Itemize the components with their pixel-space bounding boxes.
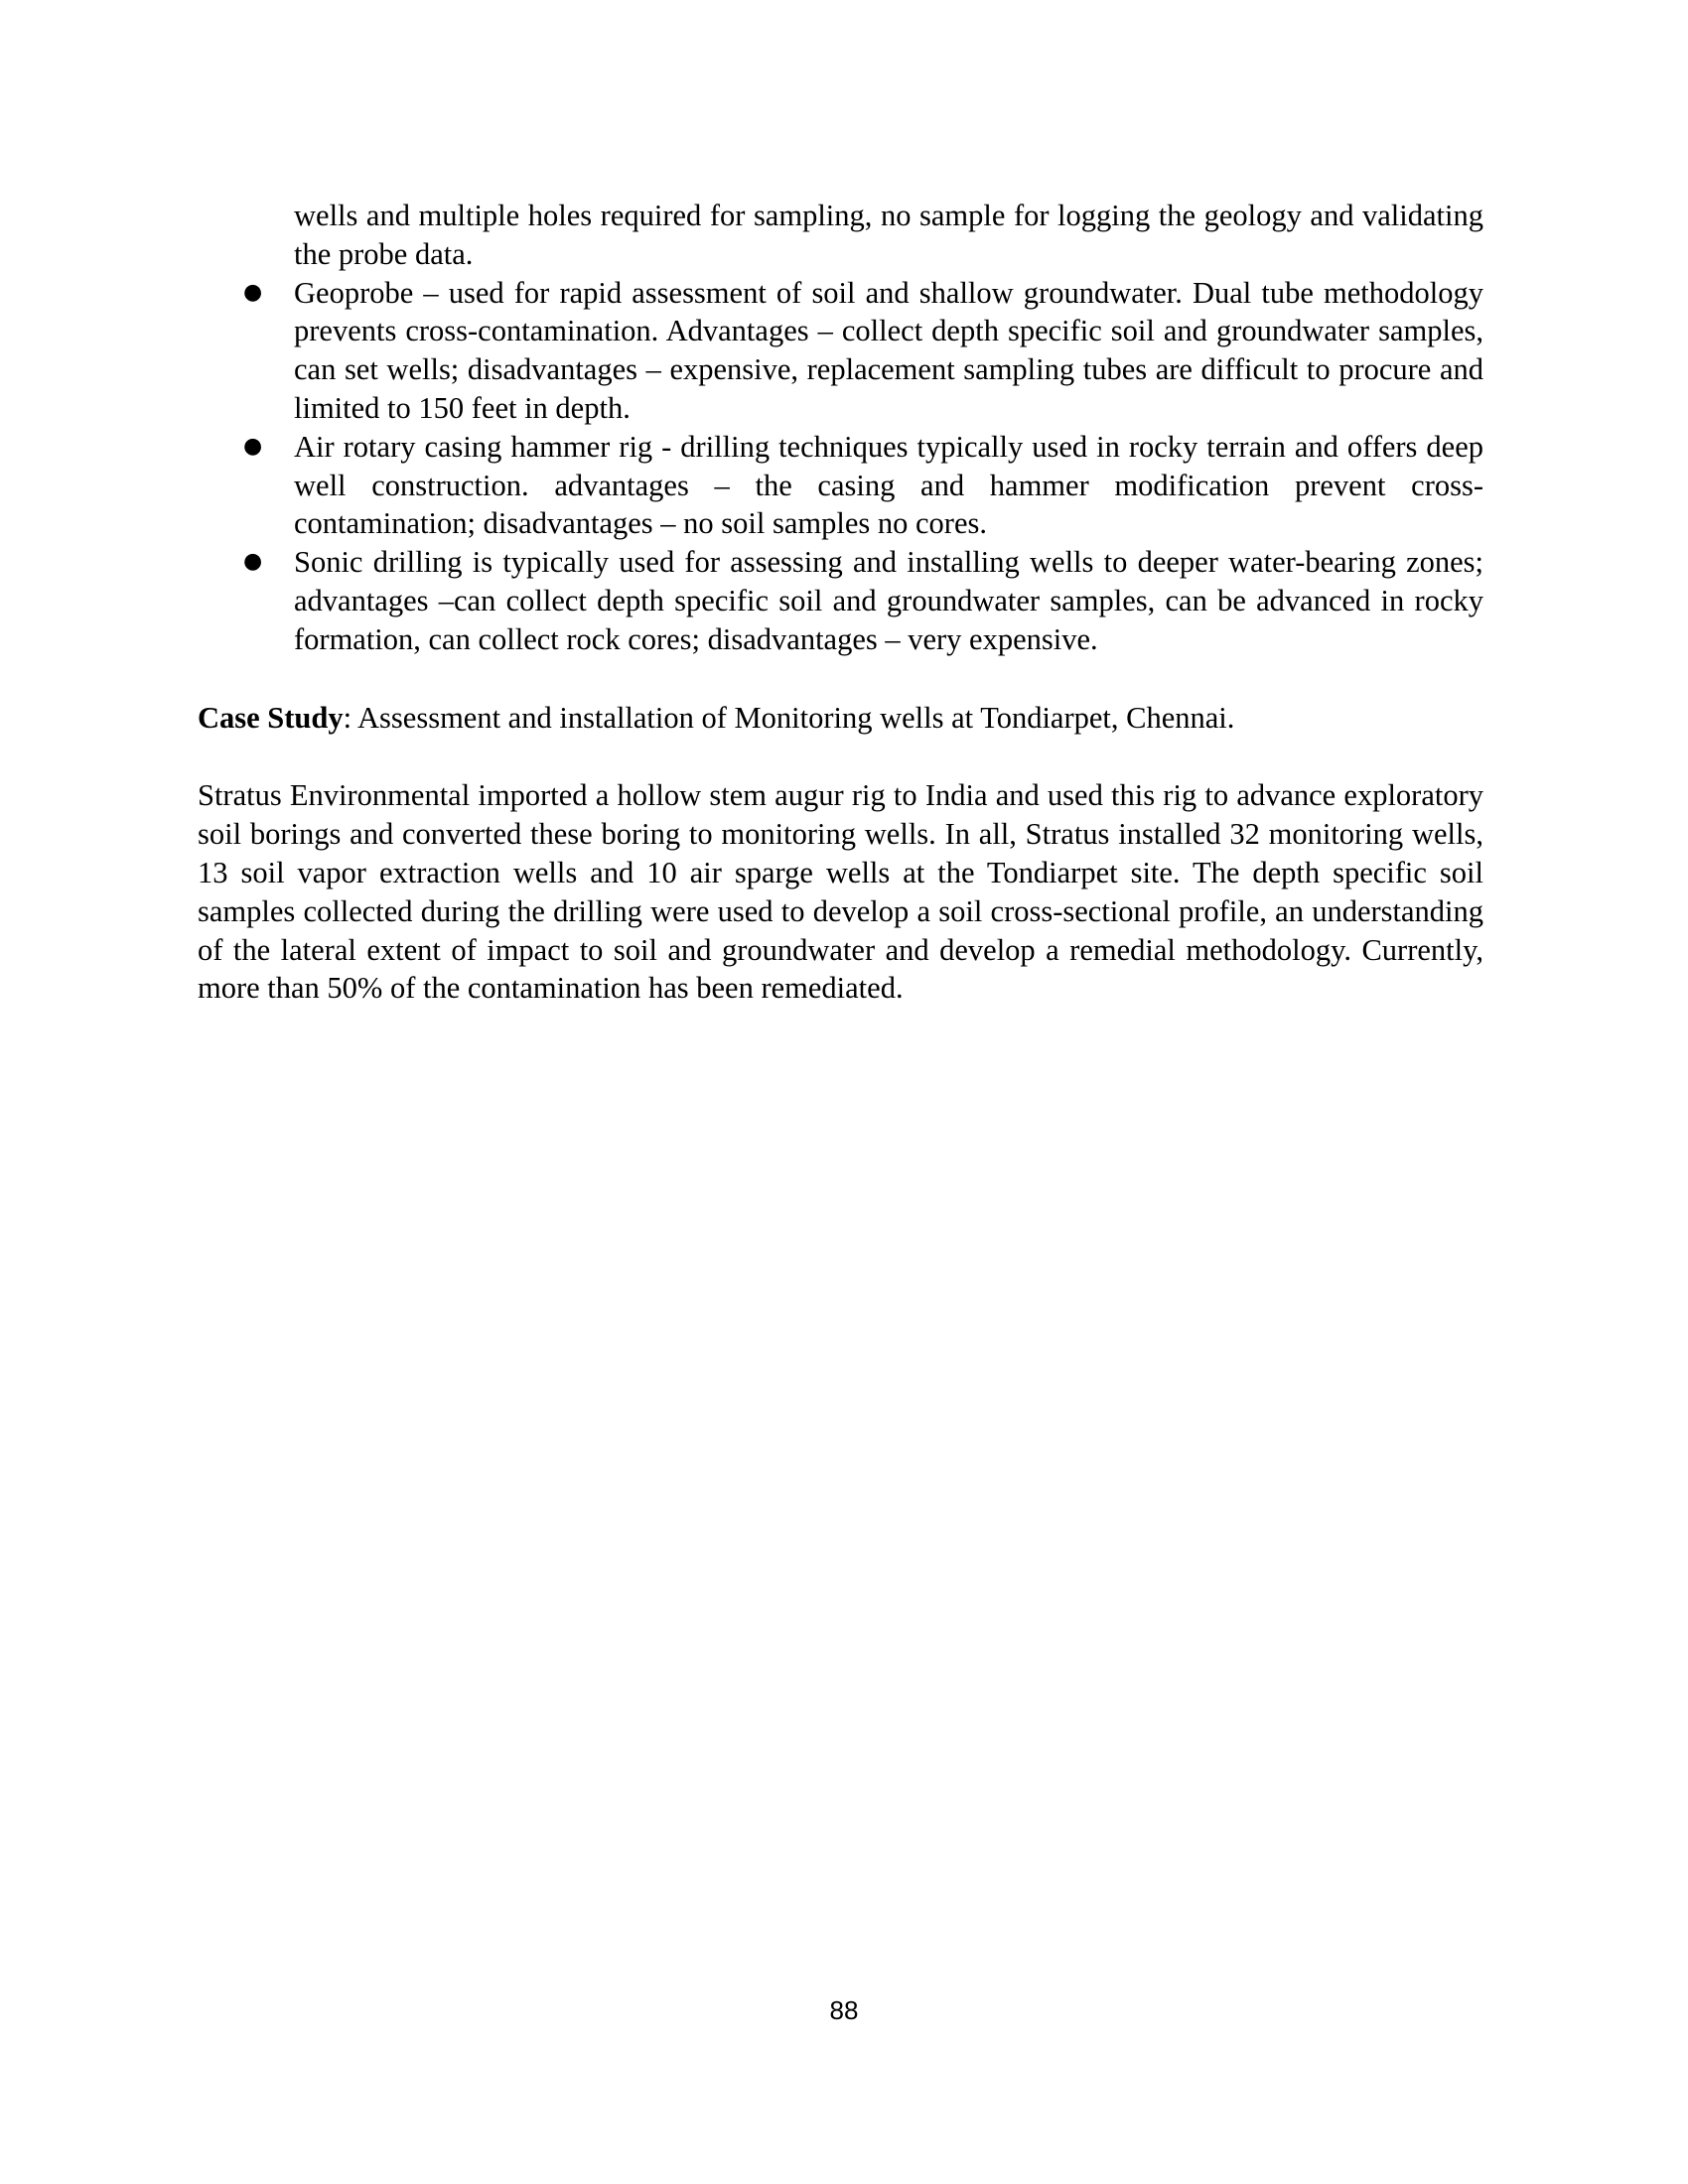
case-study-label: Case Study — [198, 700, 344, 735]
list-item-air-rotary — [198, 428, 1483, 543]
drilling-methods-list — [198, 274, 1483, 659]
case-study-heading — [198, 699, 1483, 738]
bullet-icon: ● — [243, 433, 263, 459]
bullet-icon: ● — [243, 549, 263, 575]
continued-bullet-text: wells and multiple holes required for sampling, no sample for logging the geology and validating the probe data. — [294, 199, 1483, 271]
page-content — [198, 197, 1483, 1008]
list-item-text: Air rotary casing hammer rig - drilling techniques typically used in rocky terrain and offers deep well construction. advantages – the casing and hammer modification prevent cross-contamination; disadvantages – no soil samples no cores. — [294, 429, 1483, 541]
case-study-title: : Assessment and installation of Monitoring wells at Tondiarpet, Chennai. — [343, 700, 1235, 735]
list-item-geoprobe — [198, 274, 1483, 428]
bullet-icon: ● — [243, 279, 263, 305]
list-item-sonic-drilling — [198, 543, 1483, 658]
page-number: 88 — [829, 1995, 859, 2025]
list-item-text: Geoprobe – used for rapid assessment of soil and shallow groundwater. Dual tube methodology prevents cross-contamination. Advantages – collect depth specific soil and groundwater samples, can set wells; disadvantages – expensive, replacement sampling tubes are difficult to procure and limited to 150 feet in depth. — [294, 275, 1483, 425]
case-study-paragraph: Stratus Environmental imported a hollow stem augur rig to India and used this rig to advance exploratory soil borings and converted these boring to monitoring wells. In all, Stratus installed 32 monitoring wells, 13 soil vapor extraction wells and 10 air sparge wells at the Tondiarpet site. The depth specific soil samples collected during the drilling were used to develop a soil cross-sectional profile, an understanding of the lateral extent of impact to soil and groundwater and develop a remedial methodology. Currently, more than 50% of the contamination has been remediated. — [198, 778, 1483, 1006]
list-item-text: Sonic drilling is typically used for assessing and installing wells to deeper water-bearing zones; advantages –can collect depth specific soil and groundwater samples, can be advanced in rocky formation, can collect rock cores; disadvantages – very expensive. — [294, 545, 1483, 656]
